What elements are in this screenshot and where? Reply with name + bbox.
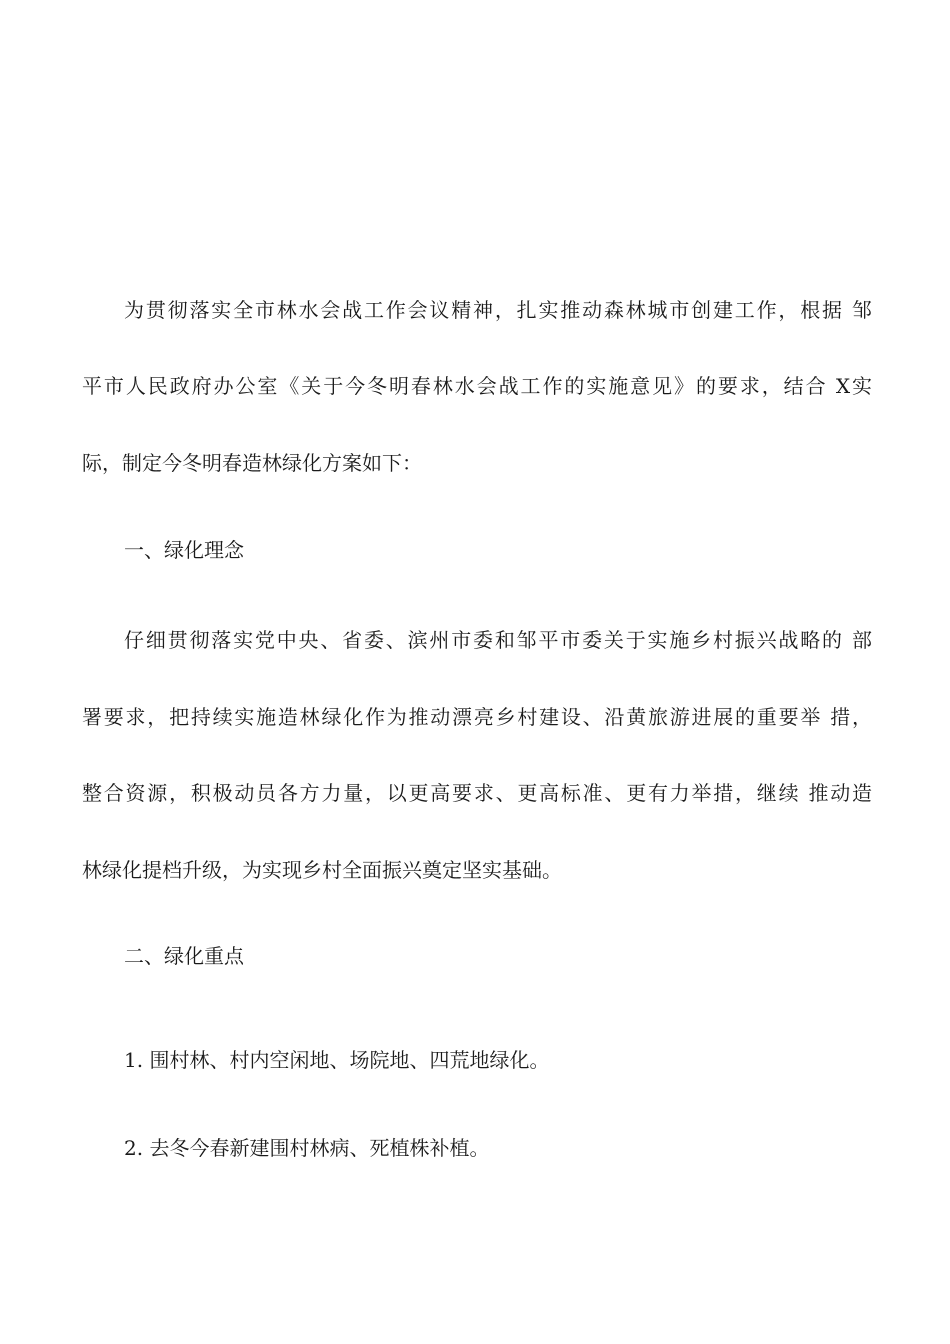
section-heading-greening-focus: 二、绿化重点	[124, 944, 244, 968]
intro-paragraph-line-1: 为贯彻落实全市林水会战工作会议精神，扎实推动森林城市创建工作，根据 邹	[124, 298, 872, 322]
intro-paragraph-line-2: 平市人民政府办公室《关于今冬明春林水会战工作的实施意见》的要求，结合 X实	[82, 374, 872, 398]
concept-paragraph-line-1: 仔细贯彻落实党中央、省委、滨州市委和邹平市委关于实施乡村振兴战略的 部	[124, 628, 872, 652]
section-heading-greening-concept: 一、绿化理念	[124, 538, 244, 562]
concept-paragraph-line-2: 署要求，把持续实施造林绿化作为推动漂亮乡村建设、沿黄旅游进展的重要举 措，	[82, 705, 872, 729]
list-item-2: 2. 去冬今春新建围村林病、死植株补植。	[124, 1136, 490, 1160]
intro-paragraph-line-3: 际，制定今冬明春造林绿化方案如下：	[82, 451, 422, 475]
list-item-1: 1. 围村林、村内空闲地、场院地、四荒地绿化。	[124, 1048, 550, 1072]
concept-paragraph-line-4: 林绿化提档升级，为实现乡村全面振兴奠定坚实基础。	[82, 858, 562, 882]
concept-paragraph-line-3: 整合资源，积极动员各方力量，以更高要求、更高标准、更有力举措，继续 推动造	[82, 781, 872, 805]
